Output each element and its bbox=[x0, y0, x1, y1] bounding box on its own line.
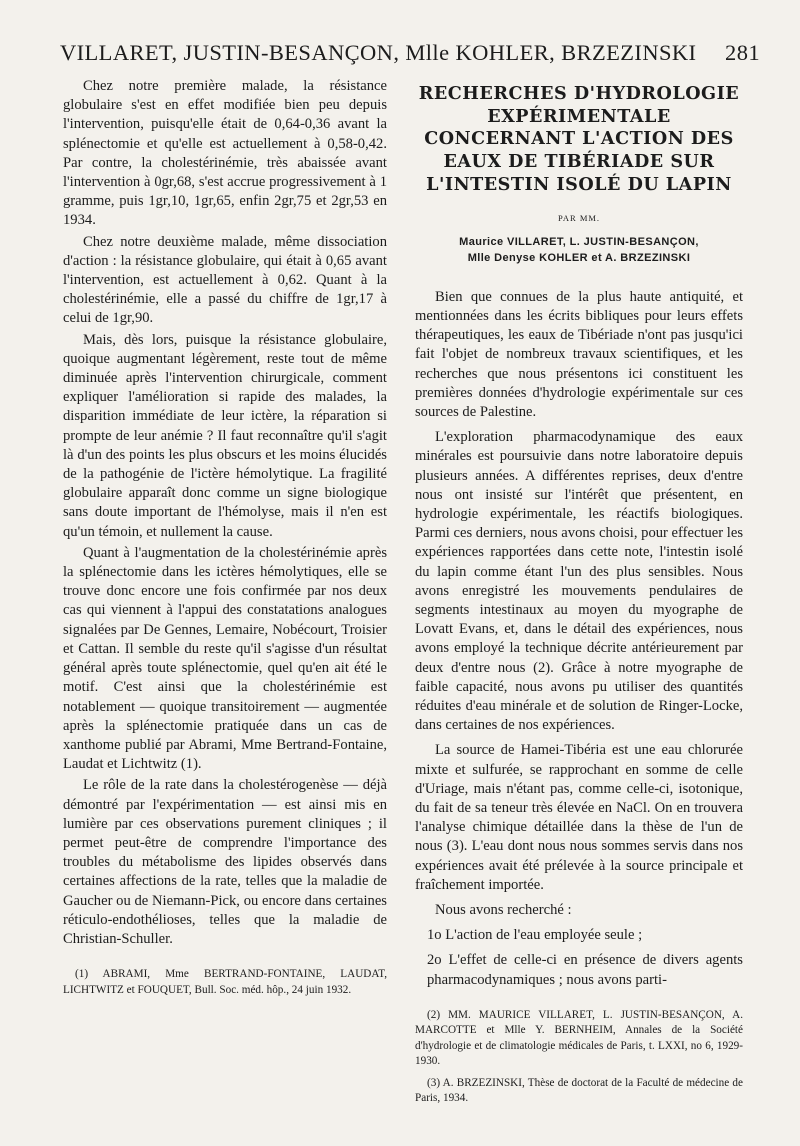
footnote: (3) A. BRZEZINSKI, Thèse de doctorat de la Faculté de médecine de Paris, 1934. bbox=[415, 1076, 743, 1105]
footnote: (1) ABRAMI, Mme BERTRAND-FONTAINE, LAUDAT, LICHTWITZ et FOUQUET, Bull. Soc. méd. hôp., 24 juin 1932. bbox=[63, 968, 387, 996]
running-title: VILLARET, JUSTIN-BESANÇON, Mlle KOHLER, BRZEZINSKI bbox=[60, 40, 697, 65]
footnotes bbox=[415, 1008, 743, 1107]
right-column bbox=[415, 77, 743, 1109]
paragraph: Chez notre deuxième malade, même dissociation d'action : la résistance globulaire, qui était à 0,65 avant l'intervention, est actuellement à 0,62. Quant à la cholestérinémie, elle a passé du chiffre de 1gr,17 à celui de 1gr,90. bbox=[63, 233, 387, 327]
running-head bbox=[60, 40, 760, 66]
paragraph: Chez notre première malade, la résistance globulaire s'est en effet modifiée bien peu depuis l'intervention, puisqu'elle était de 0,64-0,36 avant la splénectomie et qu'elle est actuellement à 0,58-0,42. Par contre, la cholestérinémie, très abaissée avant l'intervention à 0gr,68, s'est accrue progressivement à 1 gramme, puis 1gr,10, 1gr,65, enfin 2gr,75 et 2gr,53 en 1934. bbox=[63, 78, 387, 229]
byline-intro: PAR MM. bbox=[557, 212, 601, 223]
authors bbox=[415, 234, 743, 266]
article-title: RECHERCHES D'HYDROLOGIE EXPÉRIMENTALE CONCERNANT L'ACTION DES EAUX DE TIBÉRIADE SUR L'INTESTIN ISOLÉ DU LAPIN bbox=[418, 83, 740, 195]
paragraph: L'exploration pharmacodynamique des eaux minérales est poursuivie dans notre laboratoire depuis plusieurs années. A différentes reprises, deux d'entre nous ont insisté sur l'intérêt que présentent, en hydrologie expérimentale, les réactifs biologiques. Parmi ces derniers, nous avons choisi, pour effectuer les expériences rapportées dans cette note, l'intestin isolé du lapin comme étant l'un des plus sensibles. Nous avons enregistré les mouvements pendulaires de segments intestinaux au moyen du myographe de Lovatt Evans, et, dans le détail des expériences, nous avons employé la technique décrite antérieurement par deux d'entre nous (2). Grâce à notre myographe de faible capacité, nous avons pu utiliser des quantités réduites d'eau minérale et de solution de Ringer-Locke, dans certaines de nos expériences. bbox=[415, 429, 743, 734]
left-column bbox=[63, 77, 387, 1000]
footnote: (2) MM. MAURICE VILLARET, L. JUSTIN-BESANÇON, A. MARCOTTE et Mlle Y. BERNHEIM, Annales de la Société d'hydrologie et de climatologie médicales de Paris, t. LXXI, no 6, 1929-1930. bbox=[415, 1008, 743, 1068]
paragraph: La source de Hamei-Tibéria est une eau chlorurée mixte et sulfurée, se rapprochant en somme de celle d'Uriage, mais n'étant pas, comme celle-ci, isotonique, du fait de sa teneur très élevée en NaCl. On en trouvera l'analyse chimique détaillée dans la thèse de l'un de nous (3). L'eau dont nous nous sommes servis dans nos expériences avait été prélevée à la source principale et fraîchement importée. bbox=[415, 742, 743, 893]
paragraph: Mais, dès lors, puisque la résistance globulaire, quoique augmentant légèrement, reste tout de même diminuée après l'intervention chirurgicale, comment expliquer l'amélioration si rapide des malades, la disparition immédiate de leur ictère, la réparation si prompte de leur anémie ? Il faut reconnaître qu'il s'agit là d'un des points les plus obscurs et les moins élucidés de la pathogénie de l'ictère hémolytique. La fragilité globulaire apparaît donc comme un signe biologique sans doute important de l'hémolyse, mais il n'en est qu'un témoin, et nullement la cause. bbox=[63, 331, 387, 540]
paragraph: Le rôle de la rate dans la cholestérogenèse — déjà démontré par l'expérimentation — est ainsi mis en lumière par ces observations purement cliniques ; il permet peut-être de comprendre l'importance des troubles du métabolisme des lipides observés dans certaines affections de la rate, telles que la maladie de Gaucher ou de Niemann-Pick, ou encore dans certaines réticulo-endothélioses, telles que la maladie de Christian-Schuller. bbox=[63, 777, 387, 947]
page-number: 281 bbox=[725, 40, 760, 65]
list-item: 1o L'action de l'eau employée seule ; bbox=[427, 927, 643, 944]
authors-line: Maurice VILLARET, L. JUSTIN-BESANÇON, bbox=[459, 235, 699, 248]
list-item: 2o L'effet de celle-ci en présence de divers agents pharmacodynamiques ; nous avons parti- bbox=[427, 952, 743, 988]
paragraph: Bien que connues de la plus haute antiquité, et mentionnées dans les écrits bibliques pour leurs effets thérapeutiques, les eaux de Tibériade n'ont pas jusqu'ici fait l'objet de nombreux travaux scientifiques, et les recherches que nous présentons ici constituent les premières données d'hydrologie expérimentale sur ces sources de Palestine. bbox=[415, 288, 743, 420]
paragraph: Nous avons recherché : bbox=[435, 902, 572, 919]
footnotes bbox=[63, 967, 387, 998]
paragraph: Quant à l'augmentation de la cholestérinémie après la splénectomie dans les ictères hémolytiques, elle se trouve donc encore une fois confirmée par nos deux cas qui viennent à l'appui des constatations analogues signalées par De Gennes, Lemaire, Nobécourt, Troisier et Cattan. Il semble du reste qu'il s'agisse d'un résultat général après toute splénectomie, quel qu'en ait été le motif. C'est ainsi que la cholestérinémie est notablement — quoique transitoirement — augmentée après la splénectomie pratiquée dans un cas de xanthome publié par Abrami, Mme Bertrand-Fontaine, Laudat et Lichtwitz (1). bbox=[63, 544, 387, 773]
authors-line: Mlle Denyse KOHLER et A. BRZEZINSKI bbox=[467, 251, 691, 264]
